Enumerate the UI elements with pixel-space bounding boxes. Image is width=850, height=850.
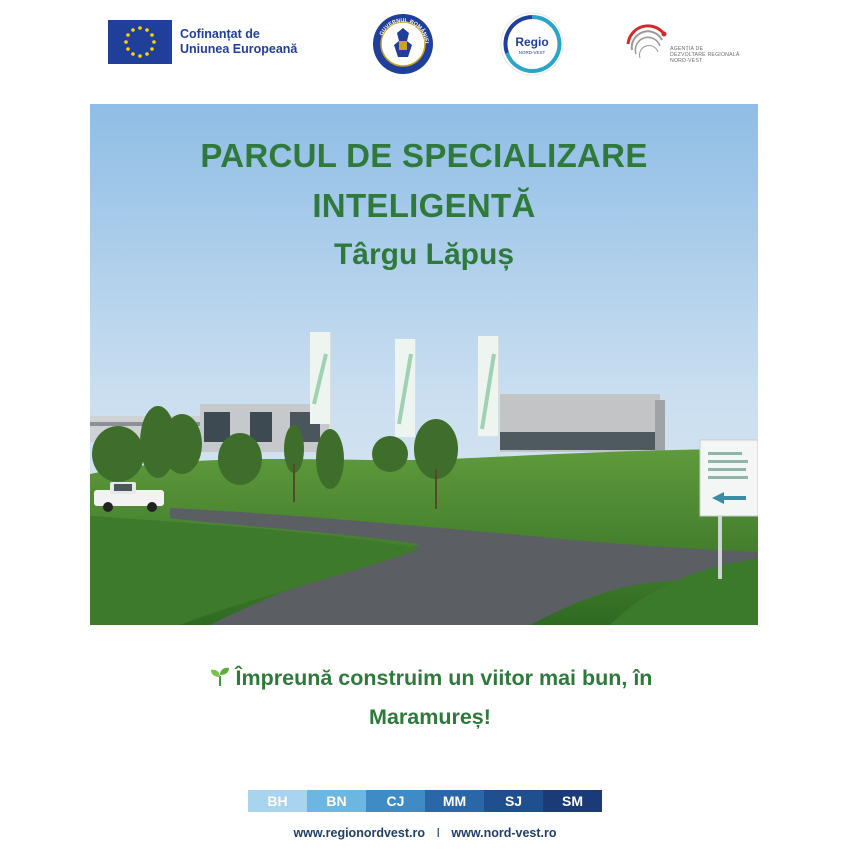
- slogan-line1: Împreună construim un viitor mai bun, în: [235, 666, 653, 690]
- county-strip: [248, 790, 602, 812]
- eu-cofinancing-logo: [108, 20, 297, 64]
- hero-title-line1: PARCUL DE SPECIALIZARE: [200, 137, 648, 174]
- hero-title-line2: INTELIGENTĂ: [312, 187, 536, 224]
- slogan: [140, 660, 720, 735]
- website-link-nord-vest[interactable]: www.nord-vest.ro: [451, 826, 557, 840]
- slogan-line2: Maramureș!: [369, 705, 491, 729]
- park-rendering-image: [90, 104, 758, 625]
- footer-separator: I: [436, 826, 440, 840]
- eu-text-line2: Uniunea Europeană: [180, 42, 298, 56]
- county-mm: MM: [425, 790, 484, 812]
- gov-ring-text: GUVERNUL ROMÂNIEI: [378, 17, 430, 44]
- eu-cofinancing-text: [180, 27, 297, 57]
- hero-subtitle: Târgu Lăpuș: [333, 238, 514, 271]
- county-cj: CJ: [366, 790, 425, 812]
- county-bn: BN: [307, 790, 366, 812]
- logo-bar: [0, 0, 850, 90]
- adr-nord-vest-logo: [620, 14, 760, 74]
- regio-nord-vest-logo: [499, 11, 565, 77]
- building-right: [500, 394, 665, 452]
- sprout-icon: [208, 663, 232, 699]
- adr-text-line3: NORD-VEST: [670, 58, 703, 64]
- regio-sub-text: NORD-VEST: [518, 50, 546, 55]
- eu-text-line1: Cofinanțat de: [180, 27, 260, 41]
- romanian-government-logo: [372, 13, 434, 75]
- website-link-regionordvest[interactable]: www.regionordvest.ro: [293, 826, 425, 840]
- county-bh: BH: [248, 790, 307, 812]
- hero-rendering: [90, 104, 758, 625]
- regio-main-text: Regio: [515, 35, 549, 49]
- county-sm: SM: [543, 790, 602, 812]
- adr-text: [670, 46, 760, 64]
- footer-links: [0, 826, 850, 840]
- adr-text-line1: AGENȚIA DE: [670, 46, 704, 52]
- adr-text-line2: DEZVOLTARE REGIONALĂ: [670, 52, 740, 58]
- eu-flag-icon: [108, 20, 172, 64]
- county-sj: SJ: [484, 790, 543, 812]
